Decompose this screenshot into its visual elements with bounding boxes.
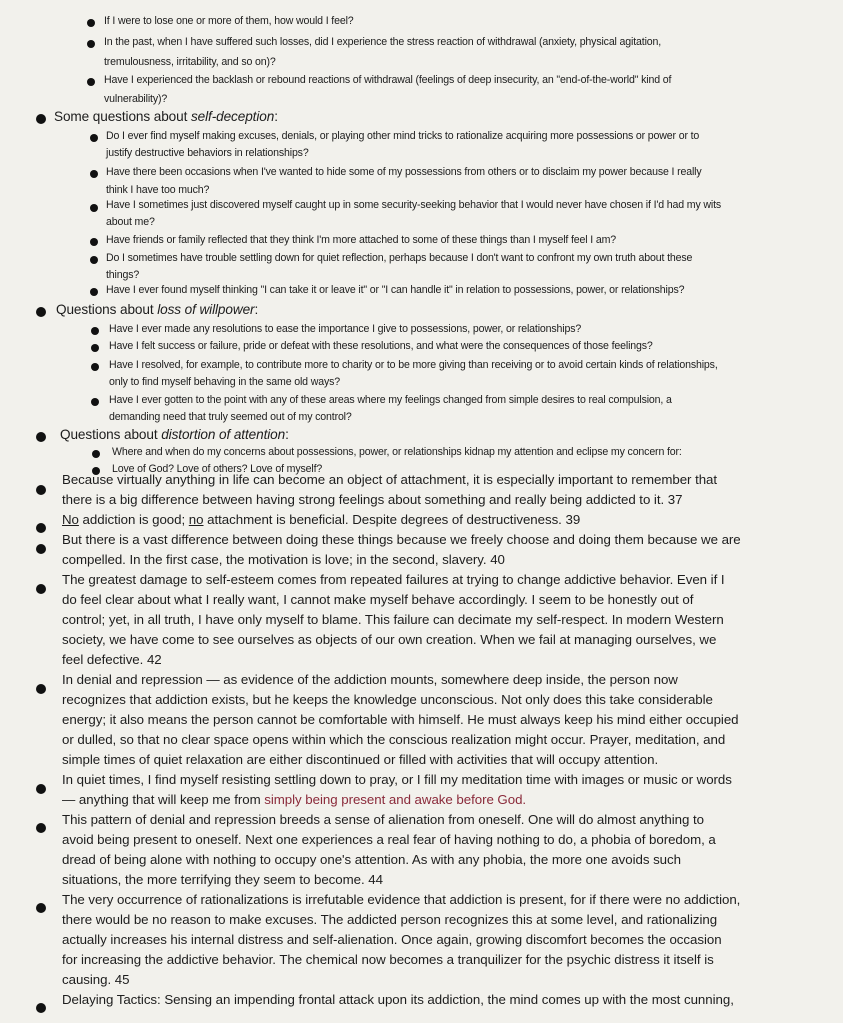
bullet: [91, 363, 99, 371]
list-item: demanding need that truly seemed out of my control?: [109, 411, 352, 423]
paragraph-line: In denial and repression — as evidence of the addiction mounts, somewhere deep inside, the person now: [62, 672, 678, 687]
bullet: [90, 134, 98, 142]
bullet: [90, 238, 98, 246]
bullet: [92, 450, 100, 458]
paragraph-line: compelled. In the first case, the motivation is love; in the second, slavery. 40: [62, 552, 505, 567]
list-item: things?: [106, 269, 140, 281]
paragraph-line: do feel clear about what I really want, I cannot make myself behave accordingly. I seem to be honestly out of: [62, 592, 694, 607]
list-item: vulnerability)?: [104, 93, 168, 105]
list-item: about me?: [106, 216, 155, 228]
bullet: [91, 398, 99, 406]
bullet: [90, 256, 98, 264]
paragraph-line: avoid being present to oneself. Next one experiences a real fear of having nothing to do, a phobia of boredom, a: [62, 832, 716, 847]
bullet: [87, 78, 95, 86]
paragraph-line: No addiction is good; no attachment is beneficial. Despite degrees of destructiveness. 39: [62, 512, 581, 527]
paragraph-line: or dulled, so that no clear space opens within which the conscious realization might occur. Prayer, meditation, and: [62, 732, 726, 747]
paragraph-line: In quiet times, I find myself resisting settling down to pray, or I fill my meditation time with images or music or words: [62, 772, 732, 787]
paragraph-line: This pattern of denial and repression breeds a sense of alienation from oneself. One will do almost anything to: [62, 812, 704, 827]
paragraph-line: feel defective. 42: [62, 652, 162, 667]
paragraph-line: causing. 45: [62, 972, 130, 987]
bullet: [87, 40, 95, 48]
bullet: [87, 19, 95, 27]
list-item: Have I resolved, for example, to contribute more to charity or to be more giving than receiving or to avoid certain kinds of relationships,: [109, 359, 718, 371]
bullet: [36, 1003, 46, 1013]
list-item: Have friends or family reflected that they think I'm more attached to some of these things than I myself feel I am?: [106, 234, 617, 246]
list-item: think I have too much?: [106, 184, 210, 196]
paragraph-line: for increasing the addictive behavior. The chemical now becomes a tranquilizer for the psychic distress it itself is: [62, 952, 714, 967]
list-item: Have I ever gotten to the point with any of these areas where my feelings changed from simple desires to real compulsion, a: [109, 394, 672, 406]
bullet: [90, 288, 98, 296]
list-item: tremulousness, irritability, and so on)?: [104, 56, 276, 68]
list-item: If I were to lose one or more of them, how would I feel?: [104, 15, 354, 27]
bullet: [36, 903, 46, 913]
list-item: justify destructive behaviors in relationships?: [106, 147, 309, 159]
bullet: [36, 307, 46, 317]
list-item: Do I sometimes have trouble settling down for quiet reflection, perhaps because I don't want to confront my own truth about these: [106, 252, 693, 264]
paragraph-line: control; yet, in all truth, I have only myself to blame. This failure can decimate my self-respect. In modern Western: [62, 612, 724, 627]
bullet: [36, 584, 46, 594]
list-item: Have I felt success or failure, pride or defeat with these resolutions, and what were the consequences of those feelings?: [109, 340, 653, 352]
paragraph-line: The greatest damage to self-esteem comes from repeated failures at trying to change addictive behavior. Even if I: [62, 572, 725, 587]
paragraph-line: dread of being alone with nothing to occupy one's attention. As with any phobia, the more one avoids such: [62, 852, 681, 867]
paragraph-line: society, we have come to see ourselves as objects of our own creation. When we fail at managing ourselves, we: [62, 632, 717, 647]
section-heading-self-deception: Some questions about self-deception:: [54, 109, 278, 124]
bullet: [36, 432, 46, 442]
paragraph-line: Delaying Tactics: Sensing an impending frontal attack upon its addiction, the mind comes up with the most cunning,: [62, 992, 734, 1007]
list-item: Have there been occasions when I've wanted to hide some of my possessions from others or to disclaim my power because I really: [106, 166, 702, 178]
list-item: Have I ever made any resolutions to ease the importance I give to possessions, power, or relationships?: [109, 323, 582, 335]
list-item: only to find myself behaving in the same old ways?: [109, 376, 340, 388]
paragraph-line: actually increases his internal distress and self-alienation. Once again, growing discomfort becomes the occasion: [62, 932, 722, 947]
paragraph-line: there is a big difference between having strong feelings about something and really being addicted to it. 37: [62, 492, 683, 507]
list-item: In the past, when I have suffered such losses, did I experience the stress reaction of withdrawal (anxiety, physical agitation,: [104, 36, 662, 48]
bullet: [91, 327, 99, 335]
bullet: [90, 204, 98, 212]
bullet: [36, 523, 46, 533]
paragraph-line: recognizes that addiction exists, but he keeps the knowledge unconscious. Not only does this take considerable: [62, 692, 713, 707]
bullet: [36, 114, 46, 124]
list-item: Love of God? Love of others? Love of myself?: [112, 463, 323, 475]
bullet: [36, 544, 46, 554]
paragraph-line: simple times of quiet relaxation are either discontinued or filled with activities that will occupy attention.: [62, 752, 659, 767]
section-heading-willpower: Questions about loss of willpower:: [56, 302, 259, 317]
paragraph-line: Because virtually anything in life can become an object of attachment, it is especially important to remember that: [62, 472, 718, 487]
paragraph-line: situations, the more terrifying they seem to become. 44: [62, 872, 383, 887]
list-item: Where and when do my concerns about possessions, power, or relationships kidnap my attention and eclipse my concern for:: [112, 446, 682, 458]
paragraph-line: But there is a vast difference between doing these things because we freely choose and doing them because we are: [62, 532, 741, 547]
list-item: Have I ever found myself thinking "I can take it or leave it" or "I can handle it" in relation to possessions, power, or relationships?: [106, 284, 685, 296]
bullet: [90, 170, 98, 178]
bullet: [36, 784, 46, 794]
bullet: [91, 344, 99, 352]
bullet: [36, 485, 46, 495]
paragraph-line: The very occurrence of rationalizations is irrefutable evidence that addiction is present, for if there were no addiction,: [62, 892, 741, 907]
list-item: Have I experienced the backlash or rebound reactions of withdrawal (feelings of deep insecurity, an "end-of-the-world" kind of: [104, 74, 672, 86]
list-item: Do I ever find myself making excuses, denials, or playing other mind tricks to rationalize acquiring more possessions or power or to: [106, 130, 700, 142]
list-item: Have I sometimes just discovered myself caught up in some security-seeking behavior that I would never have chosen if I'd had my wits: [106, 199, 722, 211]
paragraph-line: — anything that will keep me from simply being present and awake before God.: [62, 792, 527, 807]
paragraph-line: there would be no reason to make excuses. The addicted person recognizes this at some level, and rationalizing: [62, 912, 718, 927]
bullet: [36, 684, 46, 694]
section-heading-attention: Questions about distortion of attention:: [60, 427, 289, 442]
paragraph-line: energy; it also means the person cannot be comfortable with himself. He must always keep his mind either occupied: [62, 712, 739, 727]
bullet: [36, 823, 46, 833]
